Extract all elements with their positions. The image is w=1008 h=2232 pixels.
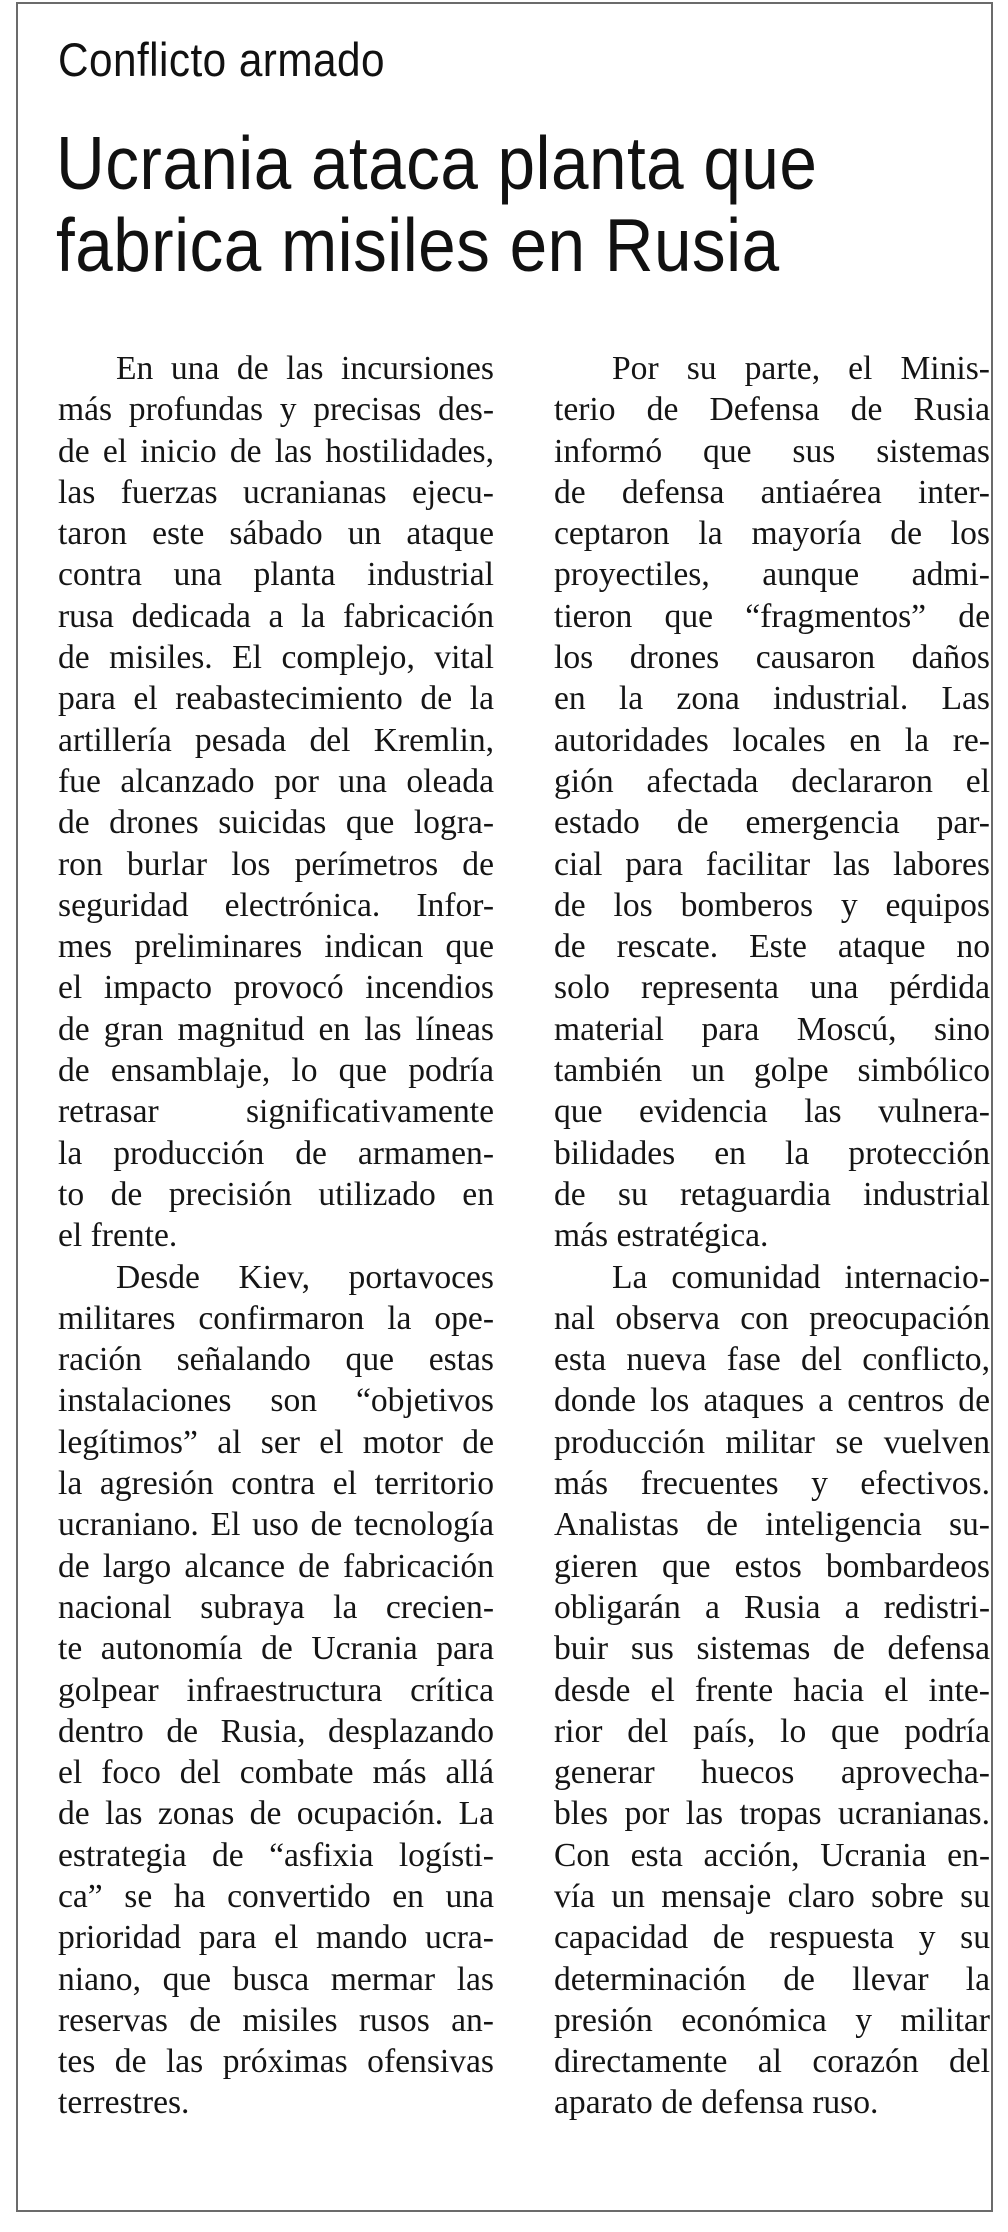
- body-line: en la zona industrial. Las: [554, 680, 990, 718]
- body-line: las fuerzas ucranianas ejecu-: [58, 473, 494, 511]
- body-line: esta nueva fase del conflicto,: [554, 1341, 990, 1379]
- body-line: producción militar se vuelven: [554, 1423, 990, 1461]
- body-line: artillería pesada del Kremlin,: [58, 721, 494, 759]
- body-line: terrestres.: [58, 2084, 190, 2122]
- body-line: de defensa antiaérea inter-: [554, 473, 990, 511]
- body-line: donde los ataques a centros de: [554, 1382, 990, 1420]
- body-line: el impacto provocó incendios: [58, 969, 494, 1007]
- body-line: seguridad electrónica. Infor-: [58, 886, 494, 924]
- body-line: estrategia de “asfixia logísti-: [58, 1836, 494, 1874]
- body-line: que evidencia las vulnera-: [554, 1093, 990, 1131]
- body-line: más frecuentes y efectivos.: [554, 1465, 990, 1503]
- body-line: aparato de defensa ruso.: [554, 2084, 879, 2122]
- body-line: de rescate. Este ataque no: [554, 928, 990, 966]
- body-line: de las zonas de ocupación. La: [58, 1795, 494, 1833]
- body-line: informó que sus sistemas: [554, 432, 990, 470]
- body-line: rior del país, lo que podría: [554, 1712, 990, 1750]
- body-line: to de precisión utilizado en: [58, 1175, 494, 1213]
- body-line: ron burlar los perímetros de: [58, 845, 494, 883]
- body-line: capacidad de respuesta y su: [554, 1919, 990, 1957]
- body-line: el foco del combate más allá: [58, 1754, 494, 1792]
- body-line: ceptaron la mayoría de los: [554, 515, 990, 553]
- body-line: reservas de misiles rusos an-: [58, 2001, 494, 2039]
- body-line: tes de las próximas ofensivas: [58, 2043, 494, 2081]
- body-line: desde el frente hacia el inte-: [554, 1671, 990, 1709]
- body-line: taron este sábado un ataque: [58, 515, 494, 553]
- body-line: proyectiles, aunque admi-: [554, 556, 990, 594]
- body-line: el frente.: [58, 1217, 178, 1255]
- headline-line: Ucrania ataca planta que: [56, 121, 818, 205]
- body-line: de misiles. El complejo, vital: [58, 639, 494, 677]
- body-line: generar huecos aprovecha-: [554, 1754, 990, 1792]
- body-line: ucraniano. El uso de tecnología: [58, 1506, 494, 1544]
- body-line: niano, que busca mermar las: [58, 1960, 494, 1998]
- body-line: estado de emergencia par-: [554, 804, 990, 842]
- body-line: más profundas y precisas des-: [58, 391, 494, 429]
- body-line: tieron que “fragmentos” de: [554, 597, 990, 635]
- body-line: la agresión contra el territorio: [58, 1465, 494, 1503]
- body-line: de el inicio de las hostilidades,: [58, 432, 494, 470]
- body-line: Desde Kiev, portavoces: [116, 1258, 494, 1296]
- body-line: cial para facilitar las labores: [554, 845, 990, 883]
- body-line: buir sus sistemas de defensa: [554, 1630, 990, 1668]
- body-line: terio de Defensa de Rusia: [554, 391, 990, 429]
- body-line: Con esta acción, Ucrania en-: [554, 1836, 990, 1874]
- body-line: presión económica y militar: [554, 2001, 990, 2039]
- body-line: de gran magnitud en las líneas: [58, 1010, 494, 1048]
- body-line: directamente al corazón del: [554, 2043, 990, 2081]
- body-line: golpear infraestructura crítica: [58, 1671, 494, 1709]
- body-line: En una de las incursiones: [116, 350, 494, 387]
- body-line: instalaciones son “objetivos: [58, 1382, 494, 1420]
- body-column-left: [58, 348, 494, 2124]
- body-line: de su retaguardia industrial: [554, 1175, 990, 1213]
- body-line: dentro de Rusia, desplazando: [58, 1712, 494, 1750]
- body-line: de los bomberos y equipos: [554, 886, 990, 924]
- body-line: bilidades en la protección: [554, 1134, 990, 1172]
- body-line: contra una planta industrial: [58, 556, 494, 594]
- body-line: para el reabastecimiento de la: [58, 680, 494, 718]
- body-line: los drones causaron daños: [554, 639, 990, 677]
- body-line: Analistas de inteligencia su-: [554, 1506, 990, 1544]
- body-line: legítimos” al ser el motor de: [58, 1423, 494, 1461]
- body-line: de drones suicidas que logra-: [58, 804, 494, 842]
- body-line: gieren que estos bombardeos: [554, 1547, 990, 1585]
- body-line: rusa dedicada a la fabricación: [58, 597, 494, 635]
- body-line: más estratégica.: [554, 1217, 769, 1255]
- body-line: militares confirmaron la ope-: [58, 1299, 494, 1337]
- body-line: fue alcanzado por una oleada: [58, 762, 494, 800]
- body-line: ración señalando que estas: [58, 1341, 494, 1379]
- headline: [56, 122, 974, 286]
- body-line: te autonomía de Ucrania para: [58, 1630, 494, 1668]
- body-line: de ensamblaje, lo que podría: [58, 1052, 494, 1090]
- body-line: vía un mensaje claro sobre su: [554, 1877, 990, 1915]
- body-line: ca” se ha convertido en una: [58, 1877, 494, 1915]
- body-line: solo representa una pérdida: [554, 969, 990, 1007]
- body-line: nacional subraya la crecien-: [58, 1588, 494, 1626]
- body-line: nal observa con preocupación: [554, 1299, 990, 1337]
- section-label: Conflicto armado: [58, 33, 385, 86]
- body-line: La comunidad internacio-: [612, 1258, 990, 1296]
- body-line: también un golpe simbólico: [554, 1052, 990, 1090]
- body-line: Por su parte, el Minis-: [612, 350, 990, 387]
- body-line: la producción de armamen-: [58, 1134, 494, 1172]
- article-frame: [16, 2, 993, 2212]
- body-line: determinación de llevar la: [554, 1960, 990, 1998]
- body-line: retrasar significativamente: [58, 1093, 494, 1131]
- headline-line: fabrica misiles en Rusia: [56, 203, 780, 287]
- body-line: de largo alcance de fabricación: [58, 1547, 494, 1585]
- body-line: bles por las tropas ucranianas.: [554, 1795, 990, 1833]
- body-line: autoridades locales en la re-: [554, 721, 990, 759]
- body-line: material para Moscú, sino: [554, 1010, 990, 1048]
- body-line: mes preliminares indican que: [58, 928, 494, 966]
- body-column-right: [554, 348, 990, 2124]
- body-line: gión afectada declararon el: [554, 762, 990, 800]
- body-line: obligarán a Rusia a redistri-: [554, 1588, 990, 1626]
- body-line: prioridad para el mando ucra-: [58, 1919, 494, 1957]
